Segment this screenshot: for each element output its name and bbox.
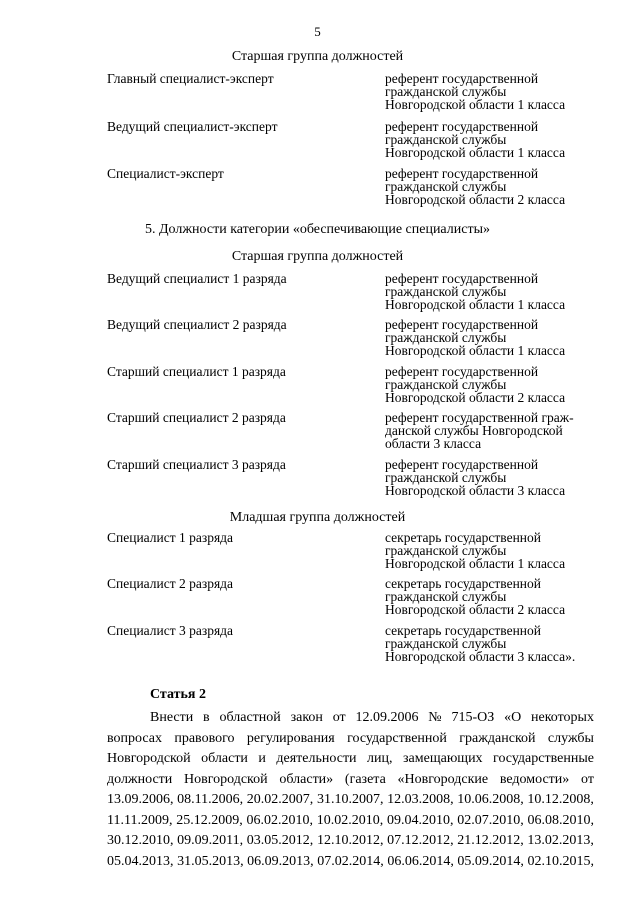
- word: 21.12.2012,: [457, 833, 524, 848]
- word: замещающих: [403, 751, 483, 766]
- paragraph-line: [107, 790, 594, 811]
- position-name: Старший специалист 1 разряда: [107, 364, 286, 379]
- word: «Новгородские: [397, 771, 489, 787]
- word: 09.04.2010,: [386, 812, 454, 828]
- position-name: Специалист 2 разряда: [107, 576, 234, 591]
- position-name: Ведущий специалист-эксперт: [107, 119, 278, 134]
- word: некоторых: [531, 710, 594, 725]
- position-name: Старший специалист 2 разряда: [107, 410, 286, 425]
- word: деятельности: [276, 751, 357, 766]
- word: 11.11.2009,: [107, 812, 173, 828]
- position-rank: референт государственной гражданской службы Новгородской области 1 класса: [385, 271, 566, 313]
- position-name: Ведущий специалист 2 разряда: [107, 317, 287, 332]
- word: 05.09.2014,: [457, 853, 524, 869]
- word: (газета: [344, 771, 386, 787]
- heading-junior-group: Младшая группа должностей: [229, 510, 406, 525]
- paragraph-line: [107, 831, 594, 852]
- word: от: [332, 710, 346, 725]
- word: вопросах: [107, 730, 162, 746]
- position-rank: референт государственной гражданской службы Новгородской области 3 класса: [385, 457, 566, 499]
- word: Новгородской: [184, 771, 268, 787]
- word: 13.02.2013,: [527, 833, 594, 848]
- position-name: Специалист 1 разряда: [107, 530, 234, 545]
- position-rank: референт государственной граж- данской службы Новгородской области 3 класса: [385, 410, 574, 452]
- word: 20.02.2007,: [246, 792, 314, 807]
- word: 06.08.2010,: [527, 812, 594, 828]
- article-paragraph: [107, 708, 594, 872]
- word: лиц,: [367, 751, 393, 766]
- word: №: [428, 710, 442, 725]
- word: 12.09.2006: [355, 710, 419, 725]
- paragraph-line: [107, 811, 594, 832]
- word: 07.12.2012,: [387, 833, 454, 848]
- word: 02.10.2015,: [527, 853, 594, 869]
- word: государственной: [347, 730, 447, 746]
- word: 12.03.2008,: [387, 792, 454, 807]
- word: 02.07.2010,: [457, 812, 524, 828]
- word: областной: [219, 710, 281, 725]
- word: закон: [290, 710, 323, 725]
- word: 10.06.2008,: [457, 792, 524, 807]
- word: и: [258, 751, 266, 766]
- paragraph-line: [107, 852, 594, 873]
- word: службы: [547, 730, 594, 746]
- word: 12.10.2012,: [316, 833, 384, 848]
- page-number: 5: [314, 24, 321, 39]
- position-rank: референт государственной гражданской службы Новгородской области 1 класса: [385, 317, 566, 359]
- position-rank: референт государственной гражданской службы Новгородской области 1 класса: [385, 71, 566, 113]
- paragraph-line: [107, 708, 594, 729]
- word: регулирования: [246, 730, 335, 746]
- position-name: Старший специалист 3 разряда: [107, 457, 286, 472]
- word: в: [203, 710, 210, 725]
- heading-senior-group: Старшая группа должностей: [231, 49, 404, 64]
- position-rank: референт государственной гражданской службы Новгородской области 1 класса: [385, 119, 566, 161]
- position-name: Ведущий специалист 1 разряда: [107, 271, 287, 286]
- article-title: Статья 2: [150, 687, 206, 702]
- paragraph-line: [107, 729, 594, 750]
- position-rank: референт государственной гражданской службы Новгородской области 2 класса: [385, 364, 566, 406]
- word: 05.04.2013,: [107, 853, 174, 869]
- word: 08.11.2006,: [177, 792, 244, 807]
- position-name: Главный специалист-эксперт: [107, 71, 274, 86]
- paragraph-line: [107, 749, 594, 770]
- word: области: [201, 751, 248, 766]
- word: 25.12.2009,: [176, 812, 243, 828]
- word: 31.10.2007,: [316, 792, 384, 807]
- word: 30.12.2010,: [107, 833, 174, 848]
- word: «О: [504, 710, 522, 725]
- word: 07.02.2014,: [317, 853, 384, 869]
- word: от: [581, 771, 594, 787]
- word: 03.05.2012,: [246, 833, 314, 848]
- word: области»: [279, 771, 334, 787]
- word: 06.02.2010,: [246, 812, 313, 828]
- word: 06.06.2014,: [387, 853, 454, 869]
- position-rank: секретарь государственной гражданской службы Новгородской области 3 класса».: [385, 623, 576, 665]
- word: правового: [174, 730, 235, 746]
- word: ведомости»: [499, 771, 570, 787]
- position-rank: секретарь государственной гражданской службы Новгородской области 2 класса: [385, 576, 566, 618]
- word: 31.05.2013,: [177, 853, 244, 869]
- position-name: Специалист-эксперт: [107, 166, 224, 181]
- position-rank: референт государственной гражданской службы Новгородской области 2 класса: [385, 166, 566, 208]
- word: 715-ОЗ: [451, 710, 495, 725]
- word: Новгородской: [107, 751, 191, 766]
- word: 10.12.2008,: [527, 792, 594, 807]
- word: 09.09.2011,: [177, 833, 244, 848]
- word: государственные: [493, 751, 594, 766]
- paragraph-line: [107, 770, 594, 791]
- heading-senior-group: Старшая группа должностей: [231, 249, 404, 264]
- word: 13.09.2006,: [107, 792, 174, 807]
- heading-category-5: 5. Должности категории «обеспечивающие специалисты»: [145, 222, 490, 237]
- position-name: Специалист 3 разряда: [107, 623, 234, 638]
- position-rank: секретарь государственной гражданской службы Новгородской области 1 класса: [385, 530, 566, 572]
- word: 10.02.2010,: [316, 812, 384, 828]
- word: гражданской: [459, 730, 536, 746]
- word: 06.09.2013,: [247, 853, 314, 869]
- word: должности: [107, 771, 173, 787]
- word: Внести: [150, 710, 194, 725]
